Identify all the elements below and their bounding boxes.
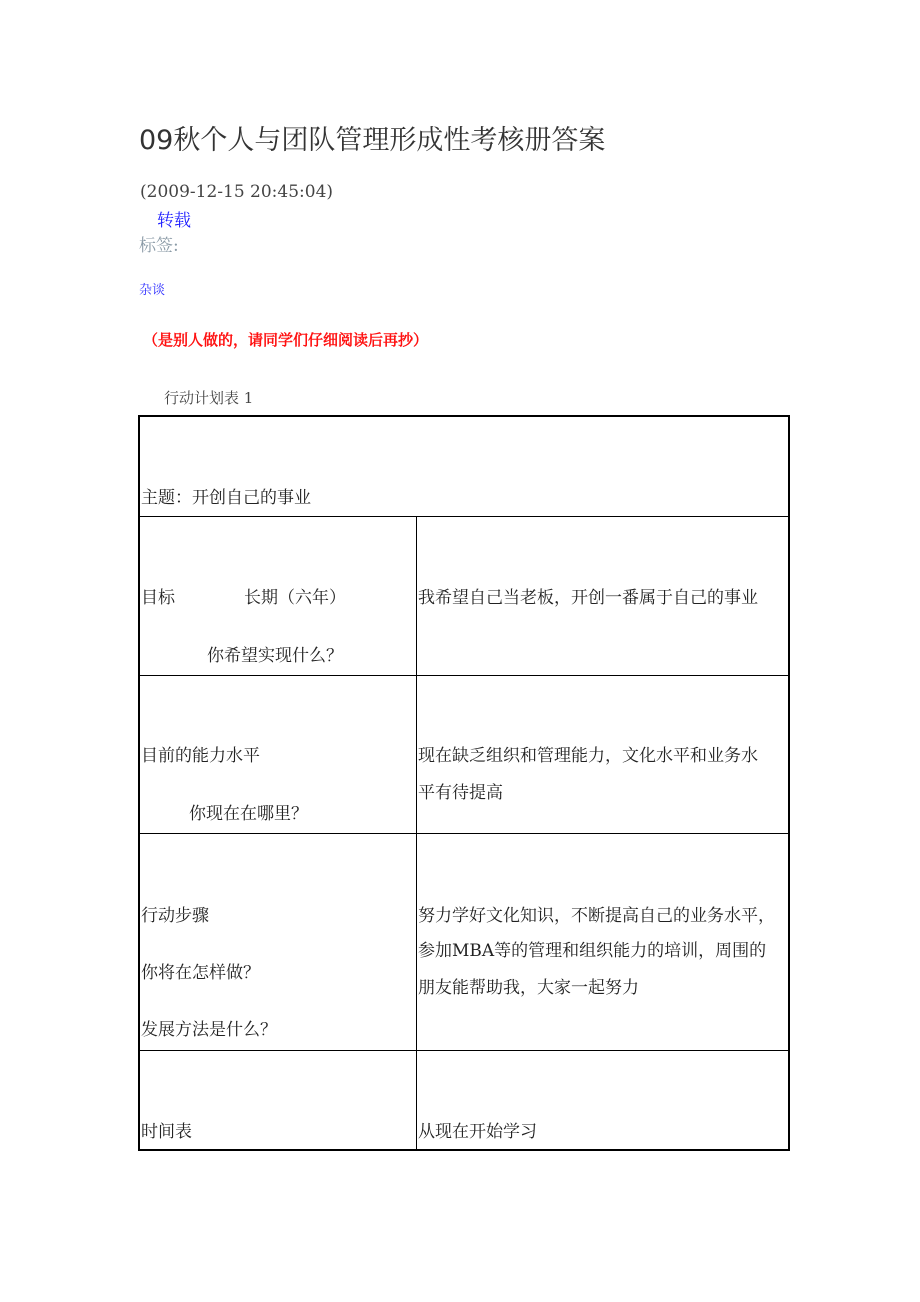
steps-label: 行动步骤 <box>141 906 209 926</box>
row-divider <box>140 1050 788 1051</box>
theme-cell: 主题：开创自己的事业 <box>141 488 311 508</box>
steps-answer-line: 朋友能帮助我，大家一起努力 <box>418 978 639 998</box>
schedule-answer: 从现在开始学习 <box>418 1122 537 1142</box>
table-caption: 行动计划表 1 <box>164 389 254 407</box>
ability-answer-line: 平有待提高 <box>418 783 503 803</box>
steps-question: 你将在怎样做？ <box>141 963 260 983</box>
row-divider <box>140 516 788 517</box>
row-divider <box>140 675 788 676</box>
post-date: (2009-12-15 20:45:04) <box>140 182 334 202</box>
tags-label: 标签: <box>139 236 179 256</box>
goal-term: 长期（六年） <box>244 588 346 608</box>
goal-label: 目标 <box>141 588 175 608</box>
page-title: 09秋个人与团队管理形成性考核册答案 <box>139 125 606 156</box>
ability-question: 你现在在哪里？ <box>189 804 308 824</box>
row-divider <box>140 833 788 834</box>
repost-link[interactable]: 转载 <box>157 211 191 231</box>
red-note: （是别人做的，请同学们仔细阅读后再抄） <box>143 331 429 349</box>
steps-question-2: 发展方法是什么？ <box>141 1020 277 1040</box>
ability-label: 目前的能力水平 <box>141 746 260 766</box>
ability-answer-line: 现在缺乏组织和管理能力，文化水平和业务水 <box>418 746 758 766</box>
steps-answer-line: 参加MBA等的管理和组织能力的培训，周围的 <box>418 941 767 961</box>
goal-answer: 我希望自己当老板，开创一番属于自己的事业 <box>418 588 758 608</box>
steps-answer-line: 努力学好文化知识，不断提高自己的业务水平， <box>418 906 775 926</box>
goal-question: 你希望实现什么？ <box>207 646 343 666</box>
tag-link[interactable]: 杂谈 <box>139 283 166 298</box>
schedule-label: 时间表 <box>141 1122 192 1142</box>
action-plan-table <box>138 415 790 1151</box>
column-divider <box>416 517 417 1149</box>
